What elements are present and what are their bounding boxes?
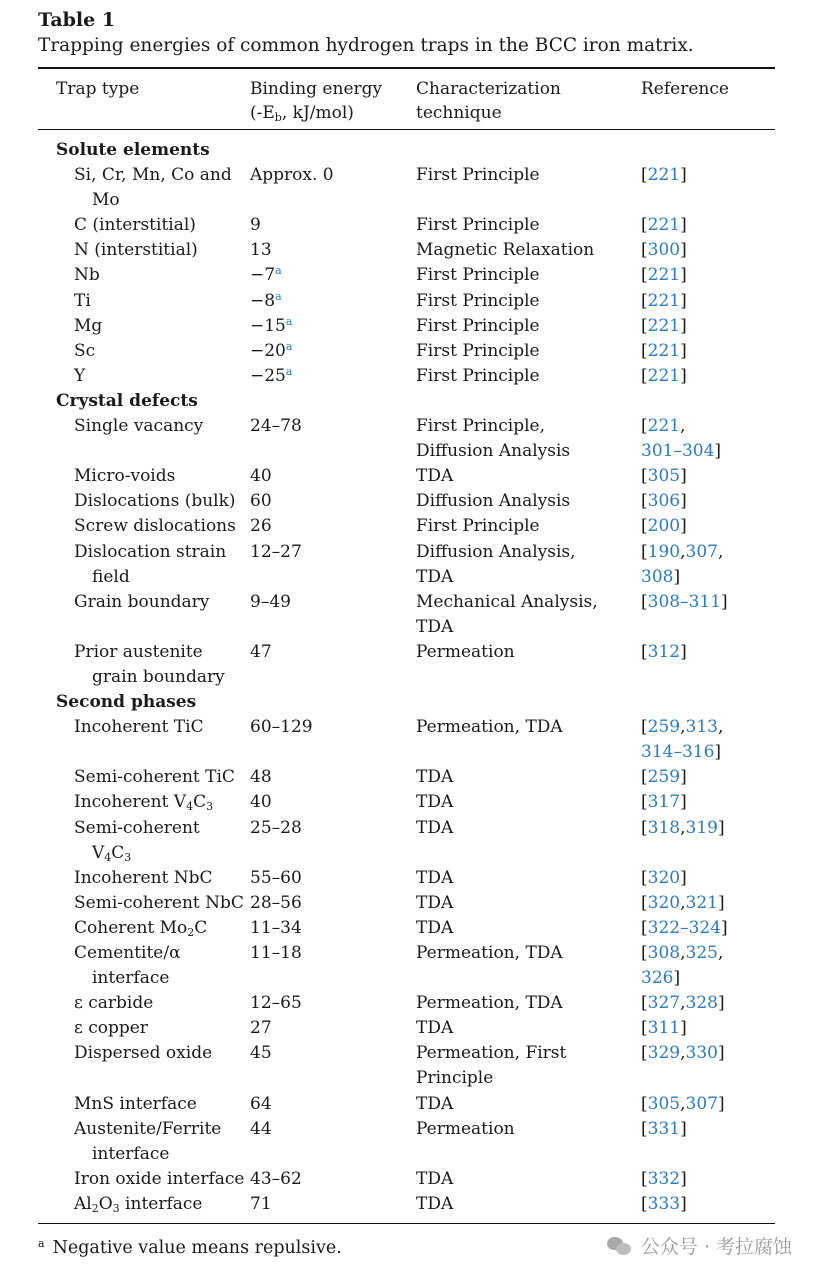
table-footnote: $^a$ Negative value means repulsive. — [38, 1237, 342, 1258]
reference-link[interactable]: 308 — [647, 943, 681, 963]
reference-link[interactable]: 221 — [647, 365, 681, 386]
reference-link[interactable]: 313 — [685, 717, 718, 738]
reference-link[interactable]: 221 — [647, 165, 681, 186]
reference-link[interactable]: 325 — [685, 943, 718, 963]
reference-link[interactable]: 326 — [641, 968, 674, 989]
table-row: Micro-voids 40 TDA [305] — [74, 466, 687, 487]
reference-link[interactable]: 319 — [685, 817, 718, 838]
table-header — [38, 69, 775, 129]
table-row: Mg −15$^a$ First Principle [221] — [74, 314, 687, 336]
header-binding-energy: Binding energy ($-E_b$, kJ/mol) — [250, 79, 383, 124]
footnote-marker[interactable]: a — [275, 264, 282, 278]
reference-link[interactable]: 221 — [647, 315, 681, 336]
reference-link[interactable]: 318 — [647, 817, 681, 838]
reference-link[interactable]: 328 — [685, 993, 718, 1014]
reference-link[interactable]: 327 — [647, 993, 681, 1014]
table-row: Y −25$^a$ First Principle [221] — [74, 364, 687, 386]
reference-link[interactable]: 305 — [647, 1093, 681, 1114]
section-second-phases: Second phases — [56, 692, 197, 713]
table-row: Prior austenite grain boundary 47 Permeation [312] — [74, 641, 687, 687]
reference-link[interactable]: 332 — [647, 1168, 681, 1189]
section-solute-elements: Solute elements — [56, 140, 210, 160]
table-container — [38, 8, 775, 1224]
reference-link[interactable]: 320 — [647, 892, 681, 913]
reference-link[interactable]: 221 — [647, 215, 681, 236]
reference-link[interactable]: 221 — [647, 265, 681, 286]
table-row: Dislocation strain field 12–27 Diffusion Analysis, TDA [190,307, 308] — [74, 541, 724, 587]
table-caption: Trapping energies of common hydrogen traps in the BCC iron matrix. — [38, 35, 694, 56]
header-technique: Characterization technique — [416, 79, 561, 123]
reference-link[interactable]: 331 — [647, 1118, 681, 1139]
reference-link[interactable]: 307 — [685, 1093, 718, 1114]
table-row: Incoherent TiC 60–129 Permeation, TDA [259,313, 314–316] — [74, 717, 724, 763]
table-row: Iron oxide interface 43–62 TDA [332] — [74, 1168, 687, 1189]
reference-link[interactable]: 221 — [647, 290, 681, 311]
reference-link[interactable]: 321 — [685, 892, 718, 913]
reference-link[interactable]: 190 — [647, 541, 681, 562]
reference-link[interactable]: 305 — [647, 466, 681, 487]
bottom-rule — [38, 1223, 775, 1224]
reference-link[interactable]: 330 — [685, 1043, 718, 1064]
table-row: Dislocations (bulk) 60 Diffusion Analysis [306] — [74, 491, 687, 512]
table-row: ε copper 27 TDA [311] — [74, 1018, 687, 1039]
table-label: Table 1 — [38, 9, 116, 31]
reference-link[interactable]: 314–316 — [641, 742, 715, 763]
reference-link[interactable]: 322–324 — [647, 917, 722, 938]
table-row: Single vacancy 24–78 First Principle, Diffusion Analysis [221, 301–304] — [74, 416, 722, 462]
reference-link[interactable]: 311 — [647, 1018, 681, 1039]
watermark — [607, 1232, 792, 1259]
reference-link[interactable]: 259 — [647, 767, 681, 788]
table-row: Semi-coherent $V_4C_3$ 25–28 TDA [318,319] — [74, 817, 725, 864]
table-row: Si, Cr, Mn, Co and Mo Approx. 0 First Principle [221] — [74, 165, 687, 211]
footnote-marker[interactable]: a — [285, 339, 293, 353]
reference-link[interactable]: 308 — [641, 566, 674, 587]
header-reference: Reference — [641, 79, 729, 99]
table-row: Grain boundary 9–49 Mechanical Analysis, TDA [308–311] — [74, 591, 728, 637]
table-row: Cementite/α interface 11–18 Permeation, TDA [308,325, 326] — [74, 943, 724, 989]
reference-link[interactable]: 259 — [647, 717, 681, 738]
header-trap-type: Trap type — [56, 79, 140, 99]
footnote-marker[interactable]: a — [285, 314, 293, 328]
table-row: Incoherent $V_4C_3$ 40 TDA [317] — [74, 792, 687, 814]
table-row: Ti −8$^a$ First Principle [221] — [74, 289, 687, 311]
reference-link[interactable]: 301–304 — [641, 441, 715, 462]
reference-link[interactable]: 300 — [647, 240, 681, 261]
reference-link[interactable]: 317 — [647, 792, 681, 813]
watermark-text: 公众号 · 考拉腐蚀 — [640, 1236, 792, 1258]
table-row: Semi-coherent TiC 48 TDA [259] — [74, 767, 687, 788]
table-row: Coherent $Mo_2C$ 11–34 TDA [322–324] — [74, 917, 728, 939]
table-row: Nb −7$^a$ First Principle [221] — [74, 264, 687, 286]
table-row: $Al_2O_3$ interface 71 TDA [333] — [74, 1193, 687, 1215]
reference-link[interactable]: 312 — [647, 641, 681, 662]
reference-link[interactable]: 307 — [685, 541, 718, 562]
reference-link[interactable]: 320 — [647, 867, 681, 888]
footnote-marker[interactable]: a — [285, 364, 293, 378]
table-row: Dispersed oxide 45 Permeation, First Principle [329,330] — [74, 1043, 725, 1089]
table-row: C (interstitial) 9 First Principle [221] — [74, 215, 687, 236]
table-body — [38, 130, 775, 1217]
table-row: N (interstitial) 13 Magnetic Relaxation [300] — [74, 240, 687, 261]
table-row: Incoherent NbC 55–60 TDA [320] — [74, 867, 687, 888]
table-row: Austenite/Ferrite interface 44 Permeation [331] — [74, 1118, 687, 1164]
section-crystal-defects: Crystal defects — [56, 390, 198, 411]
table-row: ε carbide 12–65 Permeation, TDA [327,328] — [74, 993, 725, 1014]
table-row: Screw dislocations 26 First Principle [200] — [74, 516, 687, 537]
reference-link[interactable]: 308–311 — [647, 591, 722, 612]
reference-link[interactable]: 221 — [647, 416, 681, 437]
footnote-marker[interactable]: a — [275, 289, 282, 303]
reference-link[interactable]: 333 — [647, 1193, 681, 1214]
table-row: Semi-coherent NbC 28–56 TDA [320,321] — [74, 892, 725, 913]
table-row: Sc −20$^a$ First Principle [221] — [74, 339, 687, 361]
reference-link[interactable]: 329 — [647, 1043, 681, 1064]
reference-link[interactable]: 306 — [647, 491, 681, 512]
reference-link[interactable]: 221 — [647, 340, 681, 361]
reference-link[interactable]: 200 — [647, 516, 681, 537]
wechat-icon — [607, 1235, 633, 1257]
table-row: MnS interface 64 TDA [305,307] — [74, 1093, 725, 1114]
